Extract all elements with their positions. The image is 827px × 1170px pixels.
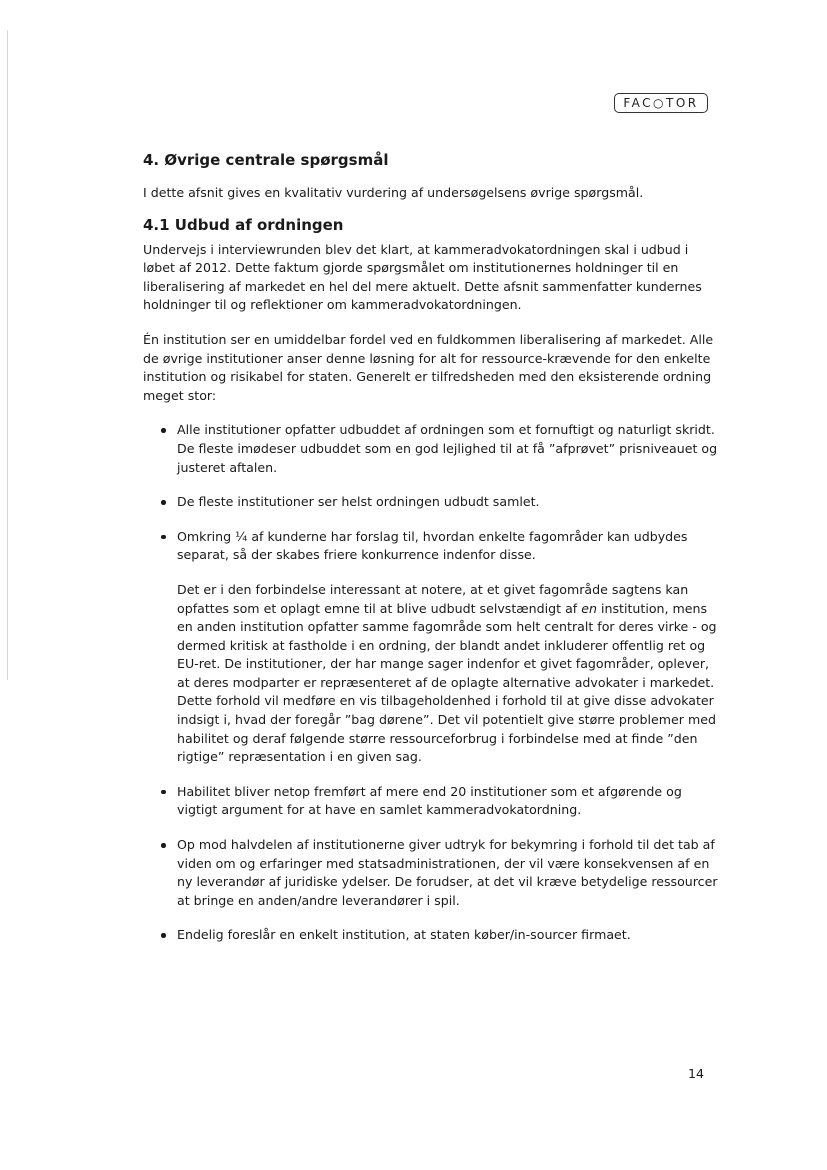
bullet-icon <box>161 500 166 505</box>
paragraph-1: Undervejs i interviewrunden blev det klart, at kammeradvokatordningen skal i udbud i løbet af 2012. Dette faktum gjorde spørgsmålet om institutionernes holdninger til en liberalisering af markedet en hel del mere aktuelt. Dette afsnit sammenfatter kundernes holdninger til og reflektioner om kammeradvokatordningen. <box>143 241 702 313</box>
page-content <box>143 150 718 961</box>
list-item <box>143 421 718 477</box>
sub-text-emphasis: en <box>581 600 597 616</box>
bullet-icon <box>161 933 166 938</box>
sub-text-after: institution, mens en anden institution opfatter samme fagområde som helt centralt for deres virke - og dermed kritisk at fastholde i en ordning, der blandt andet inkluderer offentlig ret og EU-ret. De institutioner, der har mange sager indenfor et givet fagområder, oplever, at deres modparter er repræsenteret af de oplagte alternative advokater i markedet. Dette forhold vil medføre en vis tilbageholdenhed i forhold til at give disse advokater indsigt i, hvad der foregår ”bag dørene”. Det vil potentielt give større problemer med habilitet og deraf følgende større ressourceforbrug i forbindelse med at finde ”den rigtige” repræsentation i en given sag. <box>177 600 717 765</box>
bullet-text: Op mod halvdelen af institutionerne giver udtryk for bekymring i forhold til det tab af viden om og erfaringer med statsadministrationen, der vil være konsekvensen af en ny leverandør af juridiske ydelser. De forudser, at det vil kræve betydelige ressourcer at bringe en anden/andre leverandører i spil. <box>177 837 718 908</box>
scan-edge-line <box>7 30 8 680</box>
bullet-text: Alle institutioner opfatter udbuddet af ordningen som et fornuftigt og naturligt skridt. De fleste imødeser udbuddet som en god lejlighed til at få ”afprøvet” prisniveauet og justeret aftalen. <box>177 422 718 475</box>
section-intro: I dette afsnit gives en kvalitativ vurdering af undersøgelsens øvrige spørgsmål. <box>143 185 644 200</box>
bullet-sub-paragraph <box>177 581 718 767</box>
bullet-icon <box>161 428 166 433</box>
list-item <box>143 836 718 910</box>
bullet-text: Omkring ¼ af kunderne har forslag til, hvordan enkelte fagområder kan udbydes separat, så der skabes friere konkurrence indenfor disse. <box>177 528 688 563</box>
bullet-text: De fleste institutioner ser helst ordningen udbudt samlet. <box>177 494 540 510</box>
bullet-icon <box>161 790 166 795</box>
list-item <box>143 783 718 820</box>
bullet-icon <box>161 843 166 848</box>
bullet-list <box>143 421 718 945</box>
list-item <box>143 528 718 767</box>
list-item <box>143 926 718 945</box>
paragraph-2: Én institution ser en umiddelbar fordel ved en fuldkommen liberalisering af markedet. Alle de øvrige institutioner anser denne løsning for alt for ressource-krævende for den enkelte institution og risikabel for staten. Generelt er tilfredsheden med den eksisterende ordning meget stor: <box>143 331 714 403</box>
bullet-icon <box>161 535 166 540</box>
section-title: 4. Øvrige centrale spørgsmål <box>143 151 389 169</box>
list-item <box>143 493 718 512</box>
factor-logo: FAC○TOR <box>614 93 708 113</box>
subsection-title: 4.1 Udbud af ordningen <box>143 215 344 234</box>
sub-text-before: Det er i den forbindelse interessant at notere, at et givet fagområde sagtens kan opfattes som et oplagt emne til at blive udbudt selvstændigt af <box>177 581 689 616</box>
page-number: 14 <box>688 1066 705 1081</box>
bullet-text: Habilitet bliver netop fremført af mere end 20 institutioner som et afgørende og vigtigt argument for at have en samlet kammeradvokatordning. <box>177 783 682 818</box>
bullet-text: Endelig foreslår en enkelt institution, at staten køber/in-sourcer firmaet. <box>177 927 631 943</box>
